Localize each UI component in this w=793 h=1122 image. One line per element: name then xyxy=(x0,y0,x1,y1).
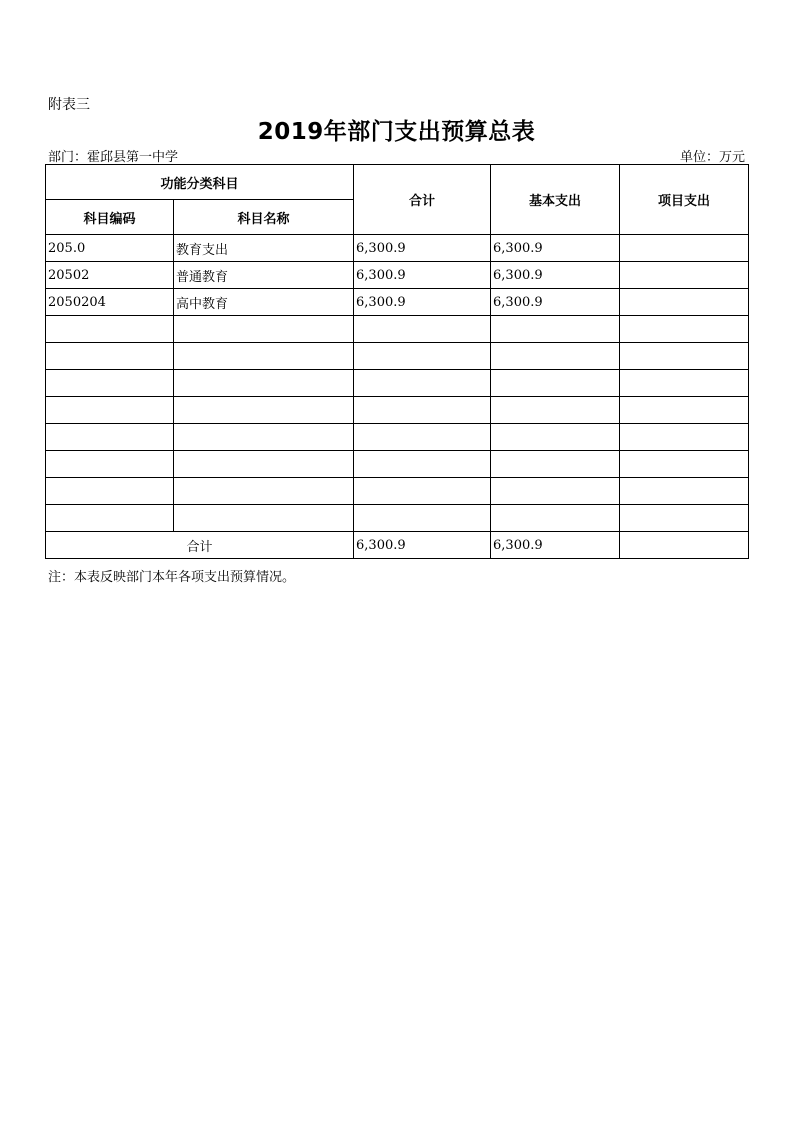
group-header-functional-category: 功能分类科目 xyxy=(46,165,354,200)
cell-project xyxy=(620,370,749,397)
cell-total xyxy=(354,478,491,505)
cell-project xyxy=(620,343,749,370)
cell-project xyxy=(620,397,749,424)
cell-name xyxy=(174,451,354,478)
column-header-total: 合计 xyxy=(354,165,491,235)
cell-project xyxy=(620,451,749,478)
table-footer-row xyxy=(46,532,749,559)
cell-code xyxy=(46,343,174,370)
table-row xyxy=(46,397,749,424)
cell-basic: 6,300.9 xyxy=(491,289,620,316)
cell-total: 6,300.9 xyxy=(354,235,491,262)
cell-total: 6,300.9 xyxy=(354,262,491,289)
cell-name: 普通教育 xyxy=(174,262,354,289)
table-row xyxy=(46,370,749,397)
cell-code: 20502 xyxy=(46,262,174,289)
footer-total-value: 6,300.9 xyxy=(354,532,491,559)
cell-total xyxy=(354,316,491,343)
budget-table xyxy=(45,164,749,559)
page-title: 2019年部门支出预算总表 xyxy=(257,119,536,145)
cell-code xyxy=(46,451,174,478)
cell-project xyxy=(620,289,749,316)
cell-code: 2050204 xyxy=(46,289,174,316)
cell-code: 205.0 xyxy=(46,235,174,262)
cell-total xyxy=(354,397,491,424)
column-header-basic: 基本支出 xyxy=(491,165,620,235)
table-row xyxy=(46,424,749,451)
column-header-name: 科目名称 xyxy=(174,200,354,235)
department-label: 部门：霍邱县第一中学 xyxy=(48,150,179,165)
appendix-label: 附表三 xyxy=(48,97,90,113)
cell-name xyxy=(174,343,354,370)
cell-project xyxy=(620,235,749,262)
table-row xyxy=(46,505,749,532)
cell-project xyxy=(620,478,749,505)
cell-code xyxy=(46,370,174,397)
cell-total xyxy=(354,451,491,478)
cell-project xyxy=(620,505,749,532)
footer-project-value xyxy=(620,532,749,559)
cell-name xyxy=(174,478,354,505)
cell-total xyxy=(354,370,491,397)
cell-total xyxy=(354,343,491,370)
cell-name xyxy=(174,505,354,532)
cell-basic xyxy=(491,505,620,532)
table-row xyxy=(46,478,749,505)
table-row xyxy=(46,451,749,478)
cell-name: 高中教育 xyxy=(174,289,354,316)
table-row xyxy=(46,289,749,316)
cell-basic xyxy=(491,343,620,370)
table-row xyxy=(46,343,749,370)
cell-total xyxy=(354,505,491,532)
column-header-project: 项目支出 xyxy=(620,165,749,235)
column-header-code: 科目编码 xyxy=(46,200,174,235)
cell-basic xyxy=(491,397,620,424)
cell-name: 教育支出 xyxy=(174,235,354,262)
cell-basic xyxy=(491,316,620,343)
cell-name xyxy=(174,397,354,424)
footer-basic-value: 6,300.9 xyxy=(491,532,620,559)
cell-total: 6,300.9 xyxy=(354,289,491,316)
footnote: 注：本表反映部门本年各项支出预算情况。 xyxy=(48,570,296,585)
cell-basic xyxy=(491,424,620,451)
cell-name xyxy=(174,424,354,451)
cell-code xyxy=(46,397,174,424)
unit-label: 单位：万元 xyxy=(679,150,745,165)
cell-basic xyxy=(491,451,620,478)
cell-project xyxy=(620,262,749,289)
table-row xyxy=(46,316,749,343)
cell-code xyxy=(46,424,174,451)
cell-basic xyxy=(491,370,620,397)
table-body xyxy=(46,235,749,532)
cell-project xyxy=(620,316,749,343)
cell-basic xyxy=(491,478,620,505)
cell-code xyxy=(46,505,174,532)
cell-name xyxy=(174,316,354,343)
table-row xyxy=(46,262,749,289)
table-row xyxy=(46,235,749,262)
cell-code xyxy=(46,316,174,343)
cell-basic: 6,300.9 xyxy=(491,262,620,289)
cell-name xyxy=(174,370,354,397)
footer-total-label: 合计 xyxy=(46,532,354,559)
cell-project xyxy=(620,424,749,451)
cell-code xyxy=(46,478,174,505)
cell-basic: 6,300.9 xyxy=(491,235,620,262)
cell-total xyxy=(354,424,491,451)
